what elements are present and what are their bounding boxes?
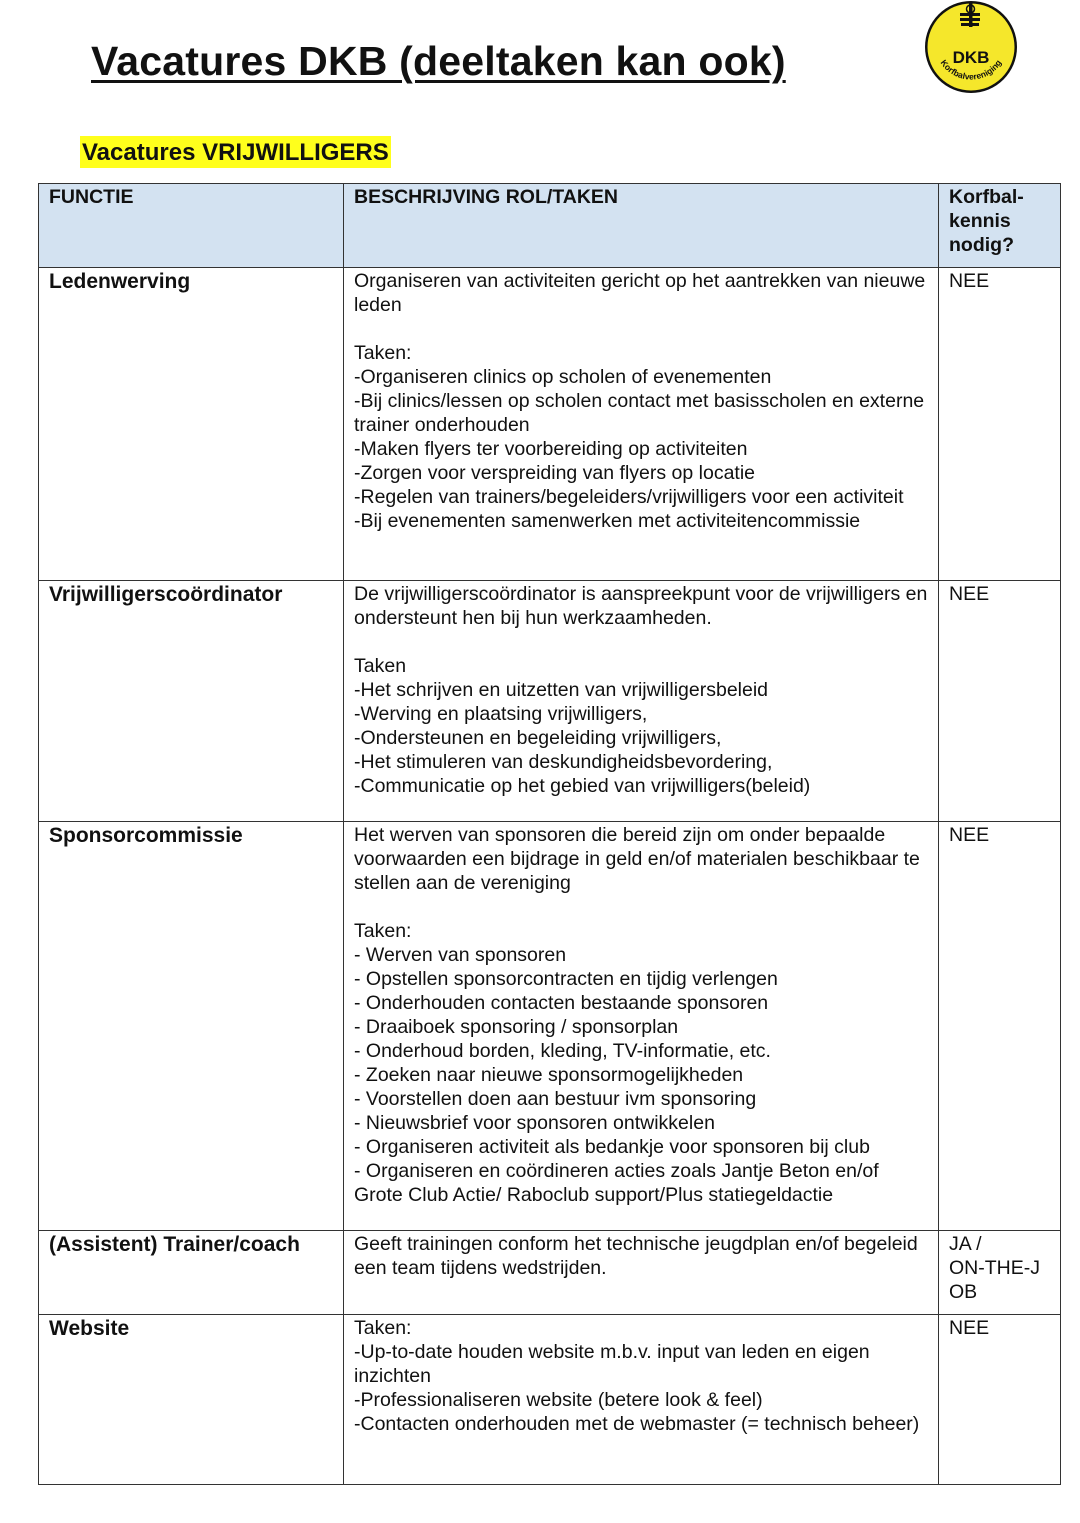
paragraph-gap: [354, 630, 928, 654]
task-item: - Nieuwsbrief voor sponsoren ontwikkelen: [354, 1112, 715, 1134]
function-name: Vrijwilligerscoördinator: [39, 581, 344, 822]
task-item: -Organiseren clinics op scholen of evenementen: [354, 366, 772, 388]
table-row: [39, 822, 1061, 1231]
table-row: [39, 581, 1061, 822]
tasks-label: Taken:: [354, 342, 412, 364]
knowledge-required: NEE: [939, 268, 1061, 581]
tasks-label: Taken: [354, 655, 407, 677]
vacancies-table: [38, 183, 1061, 1485]
task-item: - Voorstellen doen aan bestuur ivm sponsoring: [354, 1088, 757, 1110]
task-item: - Onderhouden contacten bestaande sponsoren: [354, 992, 769, 1014]
table-header-row: [39, 184, 1061, 268]
task-item: -Het stimuleren van deskundigheidsbevordering,: [354, 751, 773, 773]
task-item: - Onderhoud borden, kleding, TV-informatie, etc.: [354, 1040, 771, 1062]
task-item: -Het schrijven en uitzetten van vrijwilligersbeleid: [354, 679, 769, 701]
knowledge-required: NEE: [939, 1315, 1061, 1485]
description-intro: Geeft trainingen conform het technische jeugdplan en/of begeleid een team tijdens wedstrijden.: [354, 1233, 918, 1279]
description-intro: Organiseren van activiteiten gericht op het aantrekken van nieuwe leden: [354, 270, 926, 316]
description-intro: De vrijwilligerscoördinator is aanspreekpunt voor de vrijwilligers en ondersteunt hen bij hun werkzaamheden.: [354, 583, 928, 629]
function-name: Website: [39, 1315, 344, 1485]
task-item: - Organiseren en coördineren acties zoals Jantje Beton en/of Grote Club Actie/ Raboclub support/Plus statiegeldactie: [354, 1160, 879, 1206]
task-item: -Werving en plaatsing vrijwilligers,: [354, 703, 648, 725]
task-item: -Bij evenementen samenwerken met activiteitencommissie: [354, 510, 861, 532]
function-name: Ledenwerving: [39, 268, 344, 581]
knowledge-required: NEE: [939, 822, 1061, 1231]
korfbal-basket-icon: [922, 0, 1020, 98]
task-item: -Bij clinics/lessen op scholen contact met basisscholen en externe trainer onderhouden: [354, 390, 925, 436]
task-item: - Zoeken naar nieuwe sponsormogelijkheden: [354, 1064, 744, 1086]
role-description: [344, 581, 939, 822]
role-description: [344, 822, 939, 1231]
header-description: BESCHRIJVING ROL/TAKEN: [344, 184, 939, 268]
role-description: [344, 1315, 939, 1485]
role-description: [344, 268, 939, 581]
table-row: [39, 268, 1061, 581]
header-knowledge: Korfbal- kennis nodig?: [939, 184, 1061, 268]
task-item: -Ondersteunen en begeleiding vrijwilligers,: [354, 727, 722, 749]
task-item: - Draaiboek sponsoring / sponsorplan: [354, 1016, 679, 1038]
task-item: -Regelen van trainers/begeleiders/vrijwilligers voor een activiteit: [354, 486, 904, 508]
svg-text:Korfbalvereniging: Korfbalvereniging: [938, 57, 1004, 82]
header-function: FUNCTIE: [39, 184, 344, 268]
knowledge-required: JA / ON-THE-J OB: [939, 1231, 1061, 1315]
section-subtitle: Vacatures VRIJWILLIGERS: [80, 136, 391, 168]
role-description: [344, 1231, 939, 1315]
task-item: -Professionaliseren website (betere look & feel): [354, 1389, 763, 1411]
tasks-label: Taken:: [354, 920, 412, 942]
knowledge-required: NEE: [939, 581, 1061, 822]
dkb-logo: [922, 0, 1020, 98]
function-name: Sponsorcommissie: [39, 822, 344, 1231]
task-item: -Zorgen voor verspreiding van flyers op locatie: [354, 462, 756, 484]
tasks-label: Taken:: [354, 1317, 412, 1339]
paragraph-gap: [354, 317, 928, 341]
task-item: -Contacten onderhouden met de webmaster (= technisch beheer): [354, 1413, 920, 1435]
function-name: (Assistent) Trainer/coach: [39, 1231, 344, 1315]
task-item: - Opstellen sponsorcontracten en tijdig verlengen: [354, 968, 778, 990]
task-item: - Organiseren activiteit als bedankje voor sponsoren bij club: [354, 1136, 870, 1158]
description-intro: Het werven van sponsoren die bereid zijn om onder bepaalde voorwaarden een bijdrage in geld en/of materialen beschikbaar te stellen aan de vereniging: [354, 824, 920, 894]
task-item: - Werven van sponsoren: [354, 944, 567, 966]
task-item: -Up-to-date houden website m.b.v. input van leden en eigen inzichten: [354, 1341, 870, 1387]
table-row: [39, 1231, 1061, 1315]
task-item: -Maken flyers ter voorbereiding op activiteiten: [354, 438, 748, 460]
document-title: Vacatures DKB (deeltaken kan ook): [91, 38, 786, 84]
paragraph-gap: [354, 895, 928, 919]
task-item: -Communicatie op het gebied van vrijwilligers(beleid): [354, 775, 811, 797]
svg-text:DKB: DKB: [952, 48, 990, 67]
table-row: [39, 1315, 1061, 1485]
